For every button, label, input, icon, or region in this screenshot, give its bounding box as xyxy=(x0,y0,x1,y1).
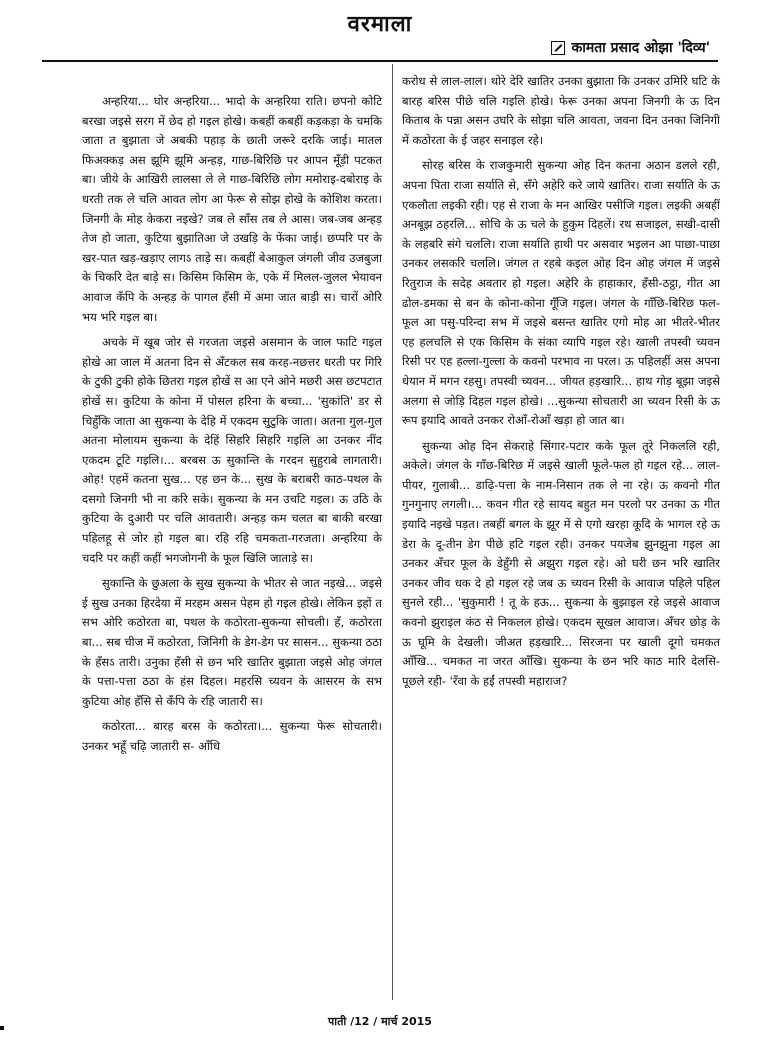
header-rule xyxy=(42,60,718,62)
pen-icon xyxy=(551,41,565,55)
paragraph: सुकन्या ओह दिन सेकराहे सिंगार-पटार कके फूल तूरे निकललि रही, अकेले। जंगल के गाँछ-बिरिछ में जइसे खाली फूले-फल हो गइल रहे... लाल-पीयर, गुलाबी... डाढ़ि-पत्ता के नाम-निसान तक ले ना रहे। ऊ कवनो गीत गुनगुनाए लगली।... कवन गीत रहे सायद बहुत मन परलो पर उनका ऊ गीत इयादि नइखे पड़त। तबहीं बगल के झूर में से एगो खरहा कूदि के भागल रहे ऊ डेरा के दू-तीन डेग पीछे हटि गइल रही। उनकर पयजेब झुनझुना गइल आ उनकर अँचर फूल के डेहुँगी से अझुरा गइल रहे। ओ घरी छन भरि खातिर उनकर जीव धक दे हो गइल रहे जब ऊ च्यवन रिसी के आवाज पहिले पहिल सुनले रही... 'सुकुमारी ! तू के हऊ... सुकन्या के बुझाइल रहे जइसे आवाज कवनो झुराइल कंठ से निकलल होखे। एकदम सूखल आवाज। अँचर छोड़ के ऊ घूमि के देखली। जीअत हड़खारि... सिरजना पर खाली दूगो चमकत आँखि... चमकत ना जरत आँखि। सुकन्या के छन भरि काठ मारि देलसि- पूछले रही- 'रँवा के हईं तपस्वी महाराज? xyxy=(402,438,720,688)
paragraph: सुकान्ति के छुअला के सुख सुकन्या के भीतर से जात नइखे... जइसे ई सुख उनका हिरदेया में मरहम असन पेहम हो गइल होखे। लेकिन इहों त सभ ओरि कठोरता बा, पथल के कठोरता-सुकन्या सोचली। हँ, कठोरता बा... सब चीज में कठोरता, जिनिगी के डेग-डेग पर सासन... सुकन्या ठठा के हँसऽ तारी। उनुका हँसी से छन भरि खातिर बुझाता जइसे ओह जंगल के पत्ता-पत्ता ठठा के हंस दिहल। महरसि च्यवन के आसरम के सभ कुटिया ओह हँसि से कँपि के रहि जातारी स। xyxy=(82,576,382,708)
paragraph: अन्हरिया... घोर अन्हरिया... भादो के अन्हरिया राति। छपनो कोटि बरखा जइसे सरग में छेद हो गइल होखे। कबहीं कबहीं कड़कड़ा के चमकि जाता त बुझाता जे अबकी पहाड़ के छाती जरूरे दरकि जाई। मातल फिअक्कड़ अस झूमि झूमि अन्हड़, गाछ-बिरिछि पर आपन मूँड़ी पटकत बा। जीये के आखिरी लालसा ले ले गाछ-बिरिछि लोग ममोराइ-दबोराइ के धरती तक ले चलि आवत लोग आ फेरू से सोझ होखे के कोशिश करता। जिनगी के मोह केकरा नइखे? जब ले साँस तब ले आस। जब-जब अन्हड़ तेज हो जाता, कुटिया बुझातिआ जे उखड़ि के फेंका जाई। छप्परि पर के खर-पात खड़-खड़ाए लागऽ ताड़े स। कबहीं बेआकुल जंगली जीव उजबुजा के चिकरि देत बाड़े स। किसिम किसिम के, एके में मिलल-जुलल भेयावन आवाज कँपि के अन्हड़ के पागल हँसी में अमा जात बाड़ी स। चारों ओरि भय भरि गइल बा। xyxy=(82,94,382,324)
author-name: कामता प्रसाद ओझा 'दिव्य' xyxy=(571,40,710,56)
author-byline xyxy=(551,38,710,57)
paragraph: करोध से लाल-लाल। थोरे देरि खातिर उनका बुझाता कि उनकर उमिरि घटि के बारह बरिस पीछे चलि गइलि होखे। फेरू उनका अपना जिनगी के ऊ दिन किताब के पन्ना असन उघरि के सोझा चलि आवता, जवना दिन उनका जिनिगी में कठोरता के ई जहर सनाइल रहे। xyxy=(402,74,720,147)
column-divider xyxy=(392,64,393,1000)
corner-mark xyxy=(0,1026,4,1030)
paragraph: कठोरता... बारह बरस के कठोरता।... सुकन्या फेरू सोचतारी। उनकर भहूँ चढ़ि जातारी स- आँधि xyxy=(82,719,382,753)
right-column xyxy=(402,72,720,697)
left-column xyxy=(82,92,382,763)
paragraph: अचके में खूब जोर से गरजता जइसे असमान के जाल फाटि गइल होखे आ जाल में अतना दिन से अँटकल सब करह-नछत्तर धरती पर गिरि के टुकी टुकी होके छितरा गइल होखें स आ एने ओने मछरी अस छटपटात होखें स। कुटिया के कोना में पोसल हरिना के बच्चा... 'सुकांति' डर से चिहुँकि जाता आ सुकन्या के देहि में एकदम सुटुकि जाता। अतना गुल-गुल अतना मोलायम सुकन्या के देहिं सिहरि सिहरि गइलि आ उनकर नींद एकदम टूटि गइलि।... बरबस ऊ सुकान्ति के गरदन सुहुराबे लागतारी। ओह! एहमें कतना सुख... एह छन के... सुख के बराबरी काठ-पथल के दसगो जिनगी भी ना करि सके। सुकन्या के मन उचटि गइल। ऊ उठि के कुटिया के दुआरी पर चलि आवतारी। अन्हड़ कम चलत बा बाकी बरखा पहिलहू से जोर हो गइल बा। रहि रहि चमकता-गरजता। अन्हरिया के चदरि पर कहीं कहीं भगजोगनी के फूल खिलि जाताड़े स। xyxy=(82,335,382,565)
paragraph: सोरह बरिस के राजकुमारी सुकन्या ओह दिन कतना अठान डलले रही, अपना पिता राजा सर्याति से, सँगे अहेरि करे जाये खातिर। राजा सर्याति के ऊ एकलौता लइकी रही। एह से राजा के मन आखिर पसीजि गइल। लइकी अबहीं अनबूझ ठहरलि... सोचि के ऊ चले के हुकुम दिहलें। रथ सजाइल, सखी-दासी के लहबरि संगे चललि। राजा सर्याति हाथी पर असवार भइलन आ पाछा-पाछा उनकर लसकरि चललि। जंगल त रहबे कइल ओह दिन ओह जंगल में जइसे रितुराज के सदेह अवतार हो गइल। अहेरि के हाहाकार, हँसी-ठट्ठा, गीत आ ढोल-डमका से बन के कोना-कोना गूँजि गइल। जंगल के गाँछि-बिरिछ फल-फूल आ पसु-परिन्दा सभ में जइसे बसन्त खातिर एगो मोह आ भीतरे-भीतर एह हलचलि से एक किसिम के संका व्यापि गइल रहे। खाली तपस्वी च्यवन रिसी पर एह हल्ला-गुल्ला के कवनो परभाव ना परल। ऊ पहिलहीं अस अपना धेयान में मगन रहसु। तपस्वी च्यवन... जीयत हड़खारि... हाथ गोड़ बूझा जइसे अलगा से जोड़ि दिहल गइल होखे। ...सुकन्या सोचतारी आ च्यवन रिसी के ऊ रूप इयादि आवते उनकर रोआँ-रोआँ खड़ा हो जात बा। xyxy=(402,158,720,428)
page-footer: पाती /12 / मार्च 2015 xyxy=(328,1015,432,1028)
page-title: वरमाला xyxy=(347,12,413,37)
